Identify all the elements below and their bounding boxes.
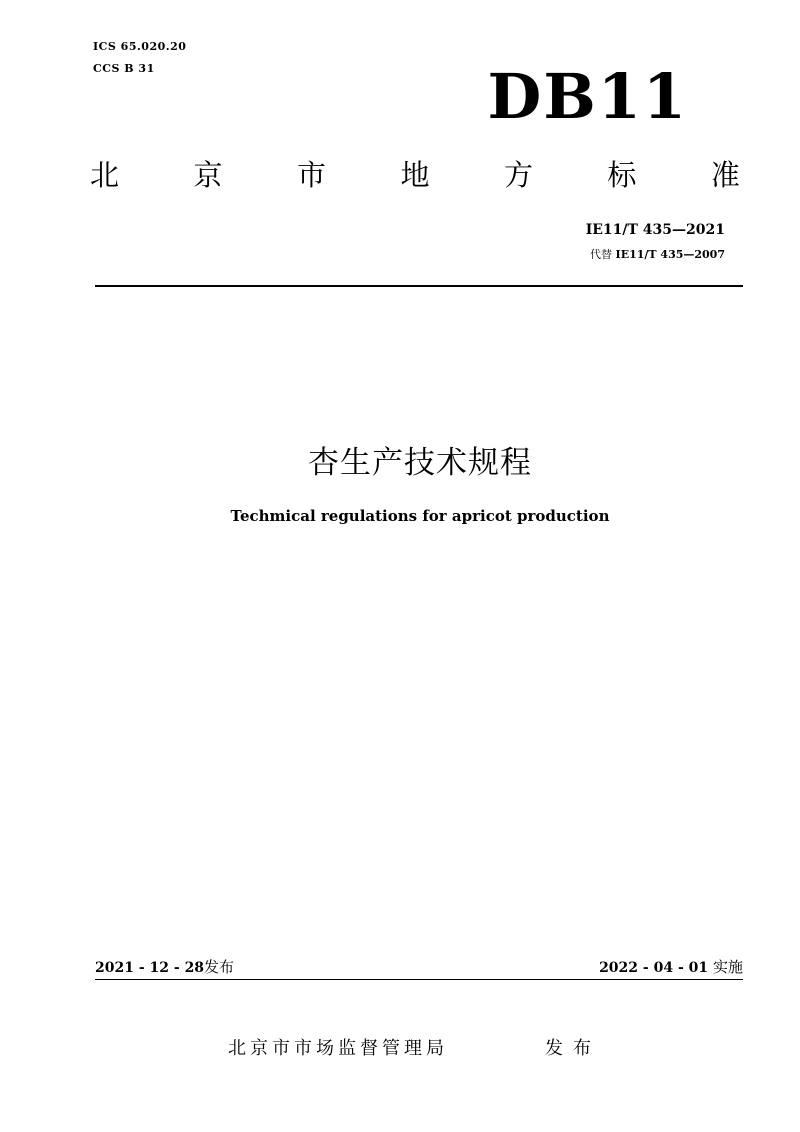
- publish-date-value: 2021 - 12 - 28: [95, 960, 205, 976]
- replaces-prefix: 代替: [590, 248, 613, 261]
- footer-divider: [95, 979, 743, 980]
- ccs-code: CCS B 31: [93, 62, 155, 75]
- header-divider: [95, 285, 743, 287]
- publish-date-suffix: 发布: [204, 958, 235, 976]
- standard-type-char: 方: [503, 158, 533, 192]
- replaces-note: [590, 246, 725, 262]
- issuing-authority-suffix: 发布: [545, 1038, 601, 1059]
- ics-code: ICS 65.020.20: [93, 40, 187, 53]
- replaced-standard-number: IE11/T 435—2007: [615, 248, 725, 261]
- issuing-authority: 北京市市场监督管理局: [228, 1038, 448, 1059]
- standard-type-char: 北: [90, 158, 120, 192]
- standard-type-char: 标: [607, 158, 637, 192]
- standard-type-heading: [90, 153, 740, 194]
- implement-date: [599, 956, 743, 977]
- standard-number: IE11/T 435—2021: [585, 222, 725, 238]
- document-title-en: Techmical regulations for apricot production: [230, 507, 610, 525]
- standard-type-char: 地: [400, 158, 430, 192]
- document-title-zh: 杏生产技术规程: [308, 445, 532, 481]
- standard-type-char: 市: [296, 158, 326, 192]
- publish-date: [95, 956, 234, 977]
- standard-type-char: 京: [193, 158, 223, 192]
- implement-date-value: 2022 - 04 - 01: [599, 960, 709, 976]
- standard-type-char: 准: [710, 158, 740, 192]
- implement-date-suffix: 实施: [712, 958, 743, 976]
- standard-logo: DB11: [487, 60, 688, 133]
